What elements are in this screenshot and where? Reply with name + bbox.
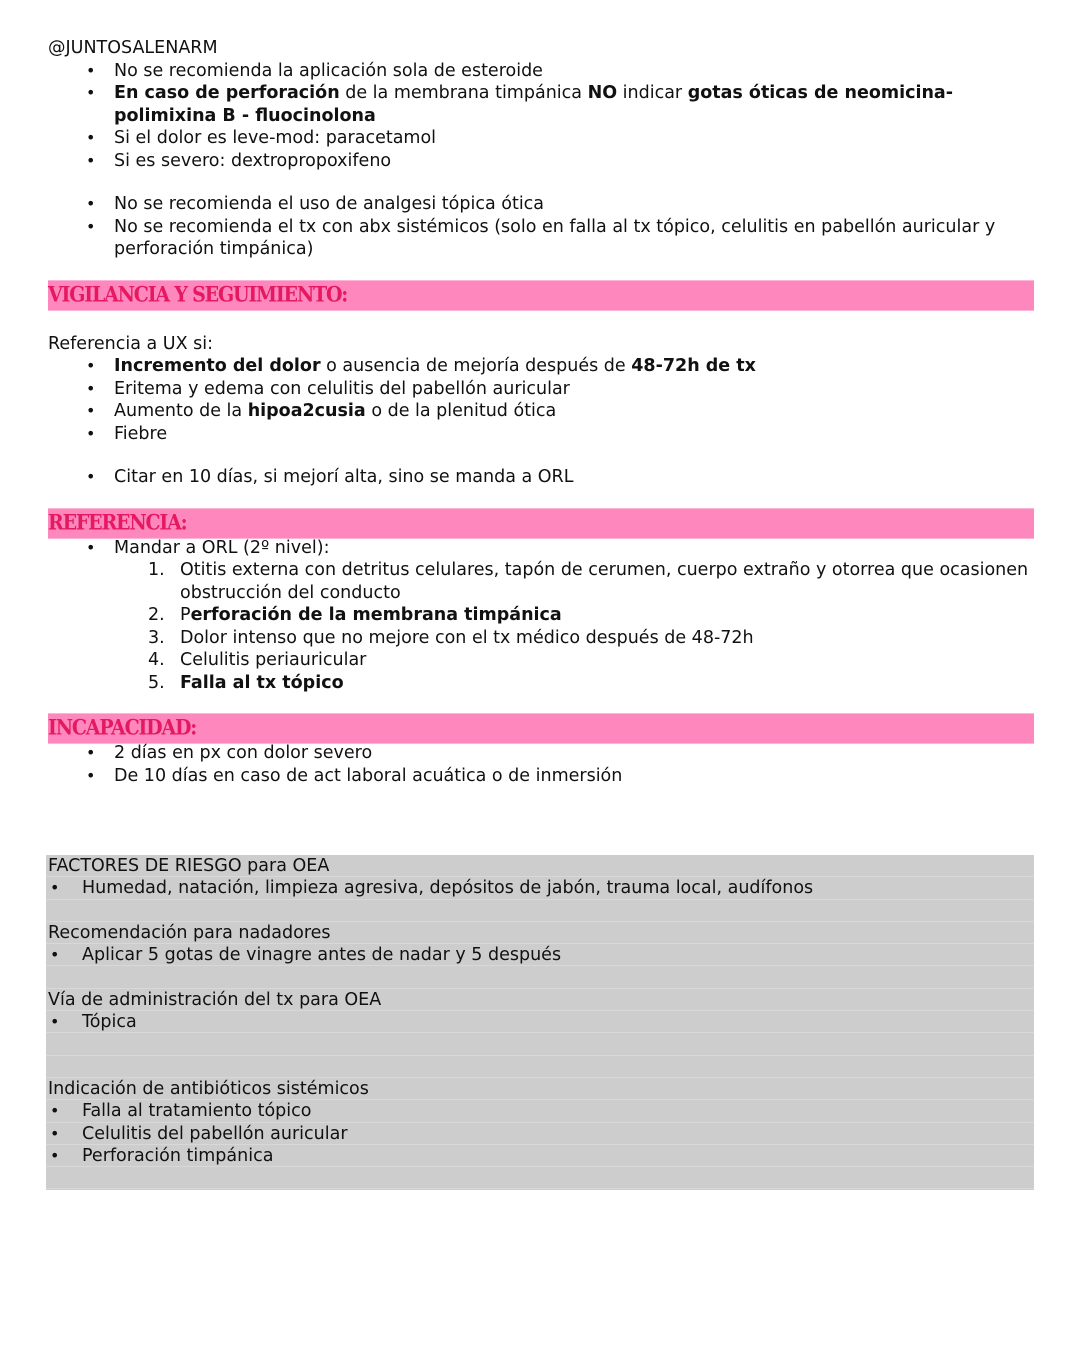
summary-bullet: • Falla al tratamiento tópico: [46, 1100, 1034, 1122]
summary-spacer: [46, 900, 1034, 922]
referencia-numbered-list: [48, 559, 1034, 694]
numbered-item: 5. Falla al tx tópico: [148, 672, 344, 693]
document-page: [48, 37, 1034, 787]
list-item: • Fiebre: [48, 423, 1034, 446]
list-item: • No se recomienda el uso de analgesi tópica ótica: [48, 193, 1034, 216]
list-item: • No se recomienda el tx con abx sistémicos (solo en falla al tx tópico, celulitis en pabellón auricular y perforación timpánica): [48, 216, 1034, 261]
list-item: • Eritema y edema con celulitis del pabellón auricular: [48, 378, 1034, 401]
summary-bullet: • Perforación timpánica: [46, 1145, 1034, 1167]
numbered-item: 3. Dolor intenso que no mejore con el tx médico después de 48-72h: [148, 627, 754, 648]
list-item: • 2 días en px con dolor severo: [48, 742, 1034, 765]
summary-spacer: [46, 1167, 1034, 1189]
numbered-item: 4. Celulitis periauricular: [148, 650, 367, 670]
list-item: • Mandar a ORL (2º nivel):: [48, 537, 1034, 560]
list-item: • Si es severo: dextropropoxifeno: [48, 150, 1034, 173]
list-item: • Incremento del dolor o ausencia de mejoría después de 48-72h de tx: [48, 355, 1034, 378]
summary-box: [46, 855, 1034, 1190]
author-handle: @JUNTOSALENARM: [48, 38, 218, 58]
vigilancia-list: [48, 355, 1034, 445]
list-item: • Aumento de la hipoa2cusia o de la plenitud ótica: [48, 400, 1034, 423]
summary-heading: Indicación de antibióticos sistémicos: [46, 1078, 1034, 1100]
summary-bullet: • Aplicar 5 gotas de vinagre antes de nadar y 5 después: [46, 944, 1034, 966]
list-item: • No se recomienda la aplicación sola de esteroide: [48, 60, 1034, 83]
summary-heading: Vía de administración del tx para OEA: [46, 989, 1034, 1011]
list-item: • De 10 días en caso de act laboral acuática o de inmersión: [48, 765, 1034, 788]
numbered-item: 1. Otitis externa con detritus celulares, tapón de cerumen, cuerpo extraño y otorrea que ocasionen obstrucción del conducto: [148, 560, 1029, 603]
list-item: • Citar en 10 días, si mejorí alta, sino se manda a ORL: [48, 466, 1034, 489]
referencia-list: [48, 537, 1034, 560]
list-item: • Si el dolor es leve-mod: paracetamol: [48, 127, 1034, 150]
vigilancia-lead: Referencia a UX si:: [48, 333, 214, 354]
treatment-notes-list: [48, 60, 1034, 173]
summary-bullet: • Tópica: [46, 1011, 1034, 1033]
summary-heading: FACTORES DE RIESGO para OEA: [46, 855, 1034, 877]
summary-spacer: [46, 966, 1034, 988]
summary-heading: Recomendación para nadadores: [46, 922, 1034, 944]
section-heading-incapacidad: INCAPACIDAD:: [48, 713, 1034, 743]
numbered-item: 2. Perforación de la membrana timpánica: [148, 605, 562, 625]
list-item-perforation: • En caso de perforación de la membrana timpánica NO indicar gotas óticas de neomicina- polimixina B - fluocinolona: [48, 82, 1034, 127]
section-heading-vigilancia: VIGILANCIA Y SEGUIMIENTO:: [48, 280, 1034, 310]
summary-spacer: [46, 1056, 1034, 1078]
section-heading-referencia: REFERENCIA:: [48, 508, 1034, 538]
summary-bullet: • Celulitis del pabellón auricular: [46, 1123, 1034, 1145]
summary-spacer: [46, 1033, 1034, 1055]
vigilancia-followup: [48, 466, 1034, 489]
incapacidad-list: [48, 742, 1034, 787]
treatment-notes-list-2: [48, 193, 1034, 261]
summary-bullet: • Humedad, natación, limpieza agresiva, depósitos de jabón, trauma local, audífonos: [46, 877, 1034, 899]
